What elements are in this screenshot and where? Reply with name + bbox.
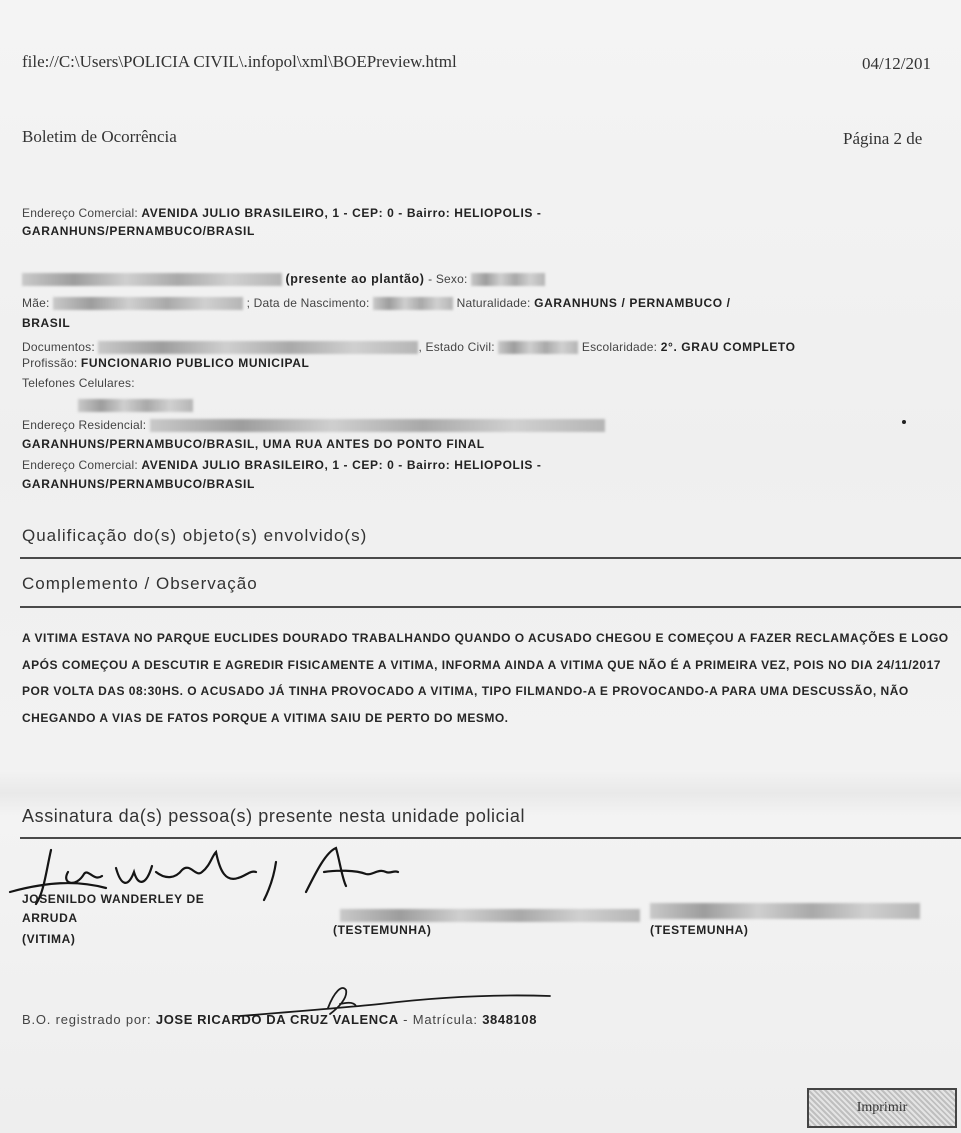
witness2-role: (TESTEMUNHA)	[650, 923, 749, 937]
person-commercial-address-value: AVENIDA JULIO BRASILEIRO, 1 - CEP: 0 - Bairro: HELIOPOLIS -	[141, 458, 542, 472]
education-value: 2°. GRAU COMPLETO	[660, 340, 796, 354]
file-path: file://C:\Users\POLICIA CIVIL\.infopol\xml\BOEPreview.html	[22, 52, 457, 71]
profession-value: FUNCIONARIO PUBLICO MUNICIPAL	[80, 356, 310, 370]
sex-label: - Sexo:	[428, 272, 468, 286]
redacted-witness1-name	[340, 906, 640, 924]
registered-by-name: JOSE RICARDO DA CRUZ VALENCA	[155, 1012, 399, 1027]
redacted-civil-status	[498, 341, 578, 354]
print-button[interactable]: Imprimir	[807, 1088, 957, 1128]
section-divider	[20, 557, 961, 559]
redacted-witness2-name	[650, 902, 920, 920]
commercial-address-label: Endereço Comercial:	[22, 206, 138, 220]
witness1-role: (TESTEMUNHA)	[333, 923, 432, 937]
documents-line	[22, 340, 796, 354]
redacted-name	[22, 273, 282, 286]
naturality-label: Naturalidade:	[456, 296, 531, 310]
objects-section-title: Qualificação do(s) objeto(s) envolvido(s)	[22, 526, 368, 545]
redacted-phone	[78, 396, 193, 414]
residential-address-value: GARANHUNS/PERNAMBUCO/BRASIL, UMA RUA ANTES DO PONTO FINAL	[22, 437, 485, 451]
civil-status-label: , Estado Civil:	[418, 340, 495, 354]
mother-label: Mãe:	[22, 296, 50, 310]
naturality-value: GARANHUNS / PERNAMBUCO /	[534, 296, 731, 310]
residential-address-label: Endereço Residencial:	[22, 418, 147, 432]
matricula-value: 3848108	[482, 1012, 538, 1027]
person-commercial-address-city: GARANHUNS/PERNAMBUCO/BRASIL	[22, 477, 255, 491]
education-label: Escolaridade:	[581, 340, 658, 354]
profession-line	[22, 356, 309, 370]
section-divider	[20, 606, 961, 608]
documents-label: Documentos:	[22, 340, 95, 354]
page-number: Página 2 de	[843, 129, 923, 148]
present-at-duty: (presente ao plantão)	[285, 272, 425, 286]
document-title: Boletim de Ocorrência	[22, 127, 177, 146]
speck-dot	[902, 420, 906, 424]
registered-by-label: B.O. registrado por:	[22, 1012, 152, 1027]
redacted-residential-address	[150, 419, 605, 432]
naturality-country: BRASIL	[22, 316, 71, 330]
complement-text: A VITIMA ESTAVA NO PARQUE EUCLIDES DOURADO TRABALHANDO QUANDO O ACUSADO CHEGOU E COMEÇOU A FAZER RECLAMAÇÕES E LOGO APÓS COMEÇOU A DESCUTIR E AGREDIR FISICAMENTE A VITIMA, INFORMA AINDA A VITIMA QUE NÃO É A PRIMEIRA VEZ, POIS NO DIA 24/11/2017 POR VOLTA DAS 08:30HS. O ACUSADO JÁ TINHA PROVOCADO A VITIMA, TIPO FILMANDO-A E PROVOCANDO-A PARA UMA DESCUSSÃO, NÃO CHEGANDO A VIAS DE FATOS PORQUE A VITIMA SAIU DE PERTO DO MESMO.	[22, 631, 949, 725]
residential-address-line	[22, 418, 605, 432]
person-commercial-address-line	[22, 458, 542, 472]
redacted-mother	[53, 297, 243, 310]
mother-line	[22, 296, 731, 310]
person-name-line	[22, 272, 545, 286]
officer-handwritten-signature	[230, 978, 560, 1030]
redacted-documents	[98, 341, 418, 354]
commercial-address-line	[22, 206, 542, 220]
victim-name: JOSENILDO WANDERLEY DE	[22, 892, 205, 906]
commercial-address-value: AVENIDA JULIO BRASILEIRO, 1 - CEP: 0 - Bairro: HELIOPOLIS -	[141, 206, 542, 220]
mobile-phones-label: Telefones Celulares:	[22, 376, 135, 390]
complement-section-title: Complemento / Observação	[22, 574, 258, 593]
birth-date-label: ; Data de Nascimento:	[246, 296, 370, 310]
person-commercial-address-label: Endereço Comercial:	[22, 458, 138, 472]
matricula-label: - Matrícula:	[403, 1012, 478, 1027]
redacted-birth-date	[373, 297, 453, 310]
victim-name-cont: ARRUDA	[22, 911, 78, 925]
signatures-section-title: Assinatura da(s) pessoa(s) presente nesta unidade policial	[22, 806, 526, 826]
redacted-sex	[471, 273, 545, 286]
commercial-address-city: GARANHUNS/PERNAMBUCO/BRASIL	[22, 224, 255, 238]
victim-role: (VITIMA)	[22, 932, 76, 946]
profession-label: Profissão:	[22, 356, 78, 370]
section-divider	[20, 837, 961, 839]
print-date: 04/12/201	[862, 54, 931, 73]
